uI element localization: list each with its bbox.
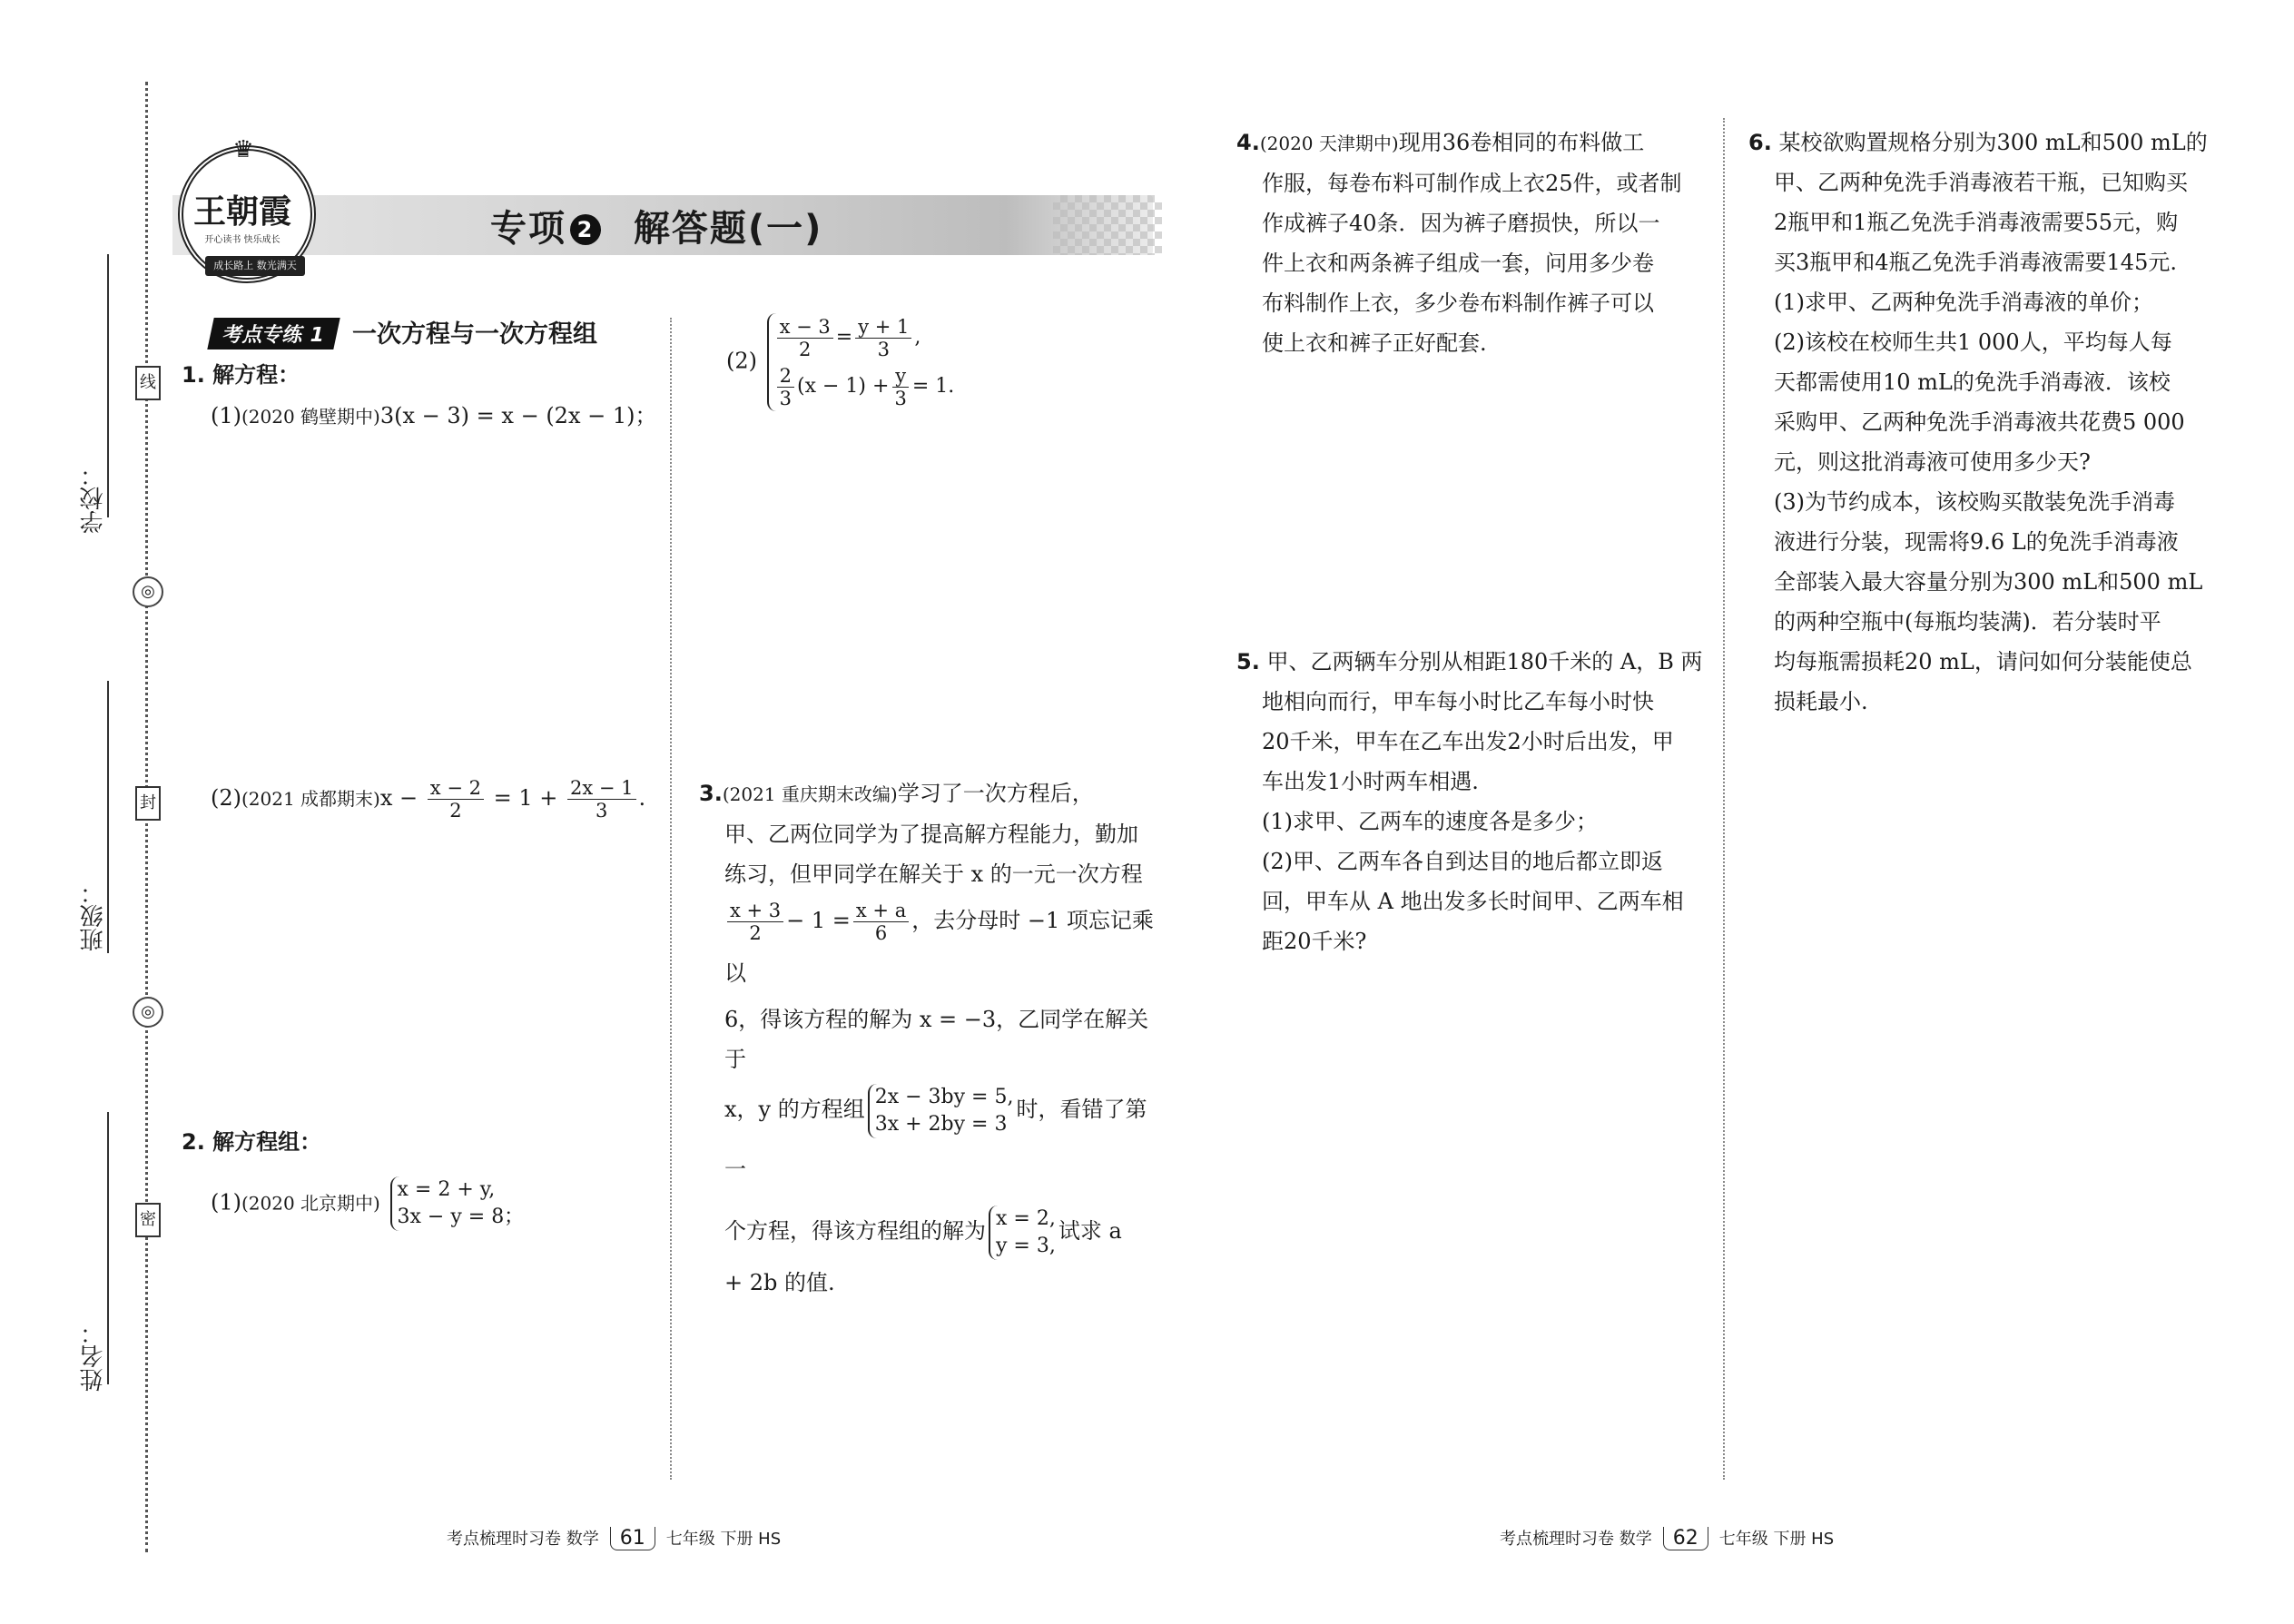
equation-system: x = 2, y = 3, (989, 1206, 1056, 1260)
page-number: 62 (1663, 1527, 1708, 1550)
footer-series: 考点梳理时习卷 数学 (1500, 1530, 1652, 1549)
class-label: 班级： (80, 881, 107, 951)
logo-ribbon: 成长路上 数光满天 (205, 256, 305, 276)
crown-icon: ♛ (232, 136, 254, 163)
section-title: 一次方程与一次方程组 (352, 320, 597, 349)
q1-part1: (1)(2020 鹤壁期中)3(x − 3) = x − (2x − 1)； (211, 403, 657, 428)
name-label: 姓名： (80, 1321, 107, 1392)
page-title (490, 200, 822, 251)
column-divider (670, 318, 672, 1480)
seal-mark-feng: 封 (135, 786, 161, 821)
footer-grade: 七年级 下册 HS (1718, 1530, 1835, 1549)
page-number: 61 (610, 1527, 655, 1550)
school-label: 学校： (80, 463, 107, 534)
swirl-ornament-icon: ◎ (133, 997, 163, 1028)
seal-mark-mi: 密 (135, 1203, 161, 1237)
q2-part2: (2) $\frac{x - 3}{2}$ = $\frac{y + 1}{3}$ , $\frac{2}{3}$ (x − 1) + $\frac{y}{3}$ = 1. (726, 313, 957, 411)
q1-part2: (2)(2021 成都期末)x − $\frac{x - 2}{2}$ = 1 + $\frac{2x - 1}{3}$ . (211, 777, 646, 822)
equation-system: $\frac{x - 3}{2}$ = $\frac{y + 1}{3}$ , $\frac{2}{3}$ (x − 1) + $\frac{y}{3}$ = 1. (767, 313, 955, 411)
seal-mark-xian: 线 (135, 366, 161, 400)
logo-name: 王朝霞 (192, 192, 291, 231)
fraction: $\frac{y}{3}$ (891, 365, 909, 409)
fraction: $\frac{x + a}{6}$ (853, 900, 909, 944)
equation-system: 2x − 3by = 5, 3x + 2by = 3 (868, 1084, 1014, 1138)
fraction: $\frac{x - 3}{2}$ (777, 316, 833, 360)
fraction: $\frac{x + 3}{2}$ (727, 900, 783, 944)
q1-label: 1. 解方程： (182, 362, 300, 388)
footer-series: 考点梳理时习卷 数学 (447, 1530, 599, 1549)
banner-checker-pattern (1053, 195, 1162, 255)
swirl-ornament-icon: ◎ (133, 576, 163, 607)
fraction: $\frac{y + 1}{3}$ (855, 316, 911, 360)
footer-right (1500, 1526, 1834, 1550)
q3-text: 3.(2021 重庆期末改编)学习了一次方程后， 甲、乙两位同学为了提高解方程能力，勤加 练习，但甲同学在解关于 x 的一元一次方程 $\frac{x + 3}{2}$ − 1 = $\frac{x + a}{6}$ ，去分母时 −1 项忘记乘以 6，得该方程的解为 x = −3，乙同学在解关于 x，y 的方程组 2x − 3by = 5, 3x + 2by = 3 时，看错了第一 个方程，得该方程组的解为 x = 2, y = 3, 试求 a + 2b 的值. (699, 781, 1154, 1295)
fraction: $\frac{x - 2}{2}$ (428, 777, 484, 822)
q5-text: 5. 甲、乙两辆车分别从相距180千米的 A，B 两 地相向而行，甲车每小时比乙车每小时快 20千米，甲车在乙车出发2小时后出发，甲 车出发1小时两车相遇. (1)求甲、乙两车的速度各是多少； (2)甲、乙两车各自到达目的地后都立即返 回，甲车从 A 地出发多长时间甲、乙两车相 距20千米? (1236, 649, 1703, 954)
title-main: 解答题(一) (633, 208, 823, 250)
title-number-badge: 2 (570, 214, 601, 245)
equation-system: x = 2 + y, 3x − y = 8； (390, 1176, 525, 1231)
q2-label: 2. 解方程组： (182, 1129, 322, 1155)
fraction: $\frac{2x - 1}{3}$ (567, 777, 636, 822)
q4-text: 4.(2020 天津期中)现用36卷相同的布料做工 作服，每卷布料可制作成上衣25件，或者制 作成裤子40条．因为裤子磨损快，所以一 件上衣和两条裤子组成一套，问用多少卷 布料制作上衣，多少卷布料制作裤子可以 使上衣和裤子正好配套. (1236, 130, 1682, 356)
fraction: $\frac{2}{3}$ (777, 365, 794, 409)
column-divider (1723, 118, 1725, 1480)
section-tag: 考点专练 1 (207, 318, 340, 349)
logo-subtitle: 开心读书 快乐成长 (204, 235, 281, 245)
title-prefix: 专项 (490, 208, 566, 250)
q6-text: 6. 某校欲购置规格分别为300 mL和500 mL的 甲、乙两种免洗手消毒液若干瓶，已知购买 2瓶甲和1瓶乙免洗手消毒液需要55元，购 买3瓶甲和4瓶乙免洗手消毒液需要145元. (1)求甲、乙两种免洗手消毒液的单价； (2)该校在校师生共1 000人，平均每人每 天都需使用10 mL的免洗手消毒液．该校 采购甲、乙两种免洗手消毒液共花费5 000 元，则这批消毒液可使用多少天? (3)为节约成本，该校购买散装免洗手消毒 液进行分装，现需将9.6 L的免洗手消毒液 全部装入最大容量分别为300 mL和500 mL 的两种空瓶中(每瓶均装满)．若分装时平 均每瓶需损耗20 mL，请问如何分装能使总 损耗最小. (1748, 130, 2208, 714)
q2-part1: (1)(2020 北京期中) x = 2 + y, 3x − y = 8； (211, 1176, 527, 1231)
footer-grade: 七年级 下册 HS (665, 1530, 782, 1549)
footer-left (447, 1526, 781, 1550)
